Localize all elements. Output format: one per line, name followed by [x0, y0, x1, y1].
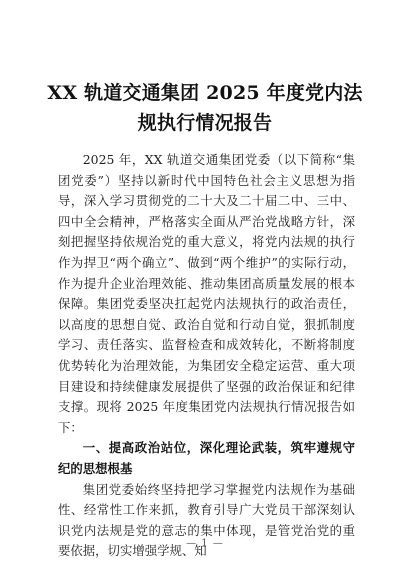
- intro-paragraph: 2025 年，XX 轨道交通集团党委（以下简称“集团党委”）坚持以新时代中国特色社会主义思想为指导，深入学习贯彻党的二十大及二十届二中、三中、四中全会精神，严格落实全面从严治党战略方针，深刻把握坚持依规治党的重大意义，将党内法规的执行作为捍卫“两个确立”、做到“两个维护”的实际行动，作为提升企业治理效能、推动集团高质量发展的根本保障。集团党委坚决扛起党内法规执行的政治责任，以高度的思想自觉、政治自觉和行动自觉，狠抓制度学习、责任落实、监督检查和成效转化，不断将制度优势转化为治理效能，为集团安全稳定运营、重大项目建设和持续健康发展提供了坚强的政治保证和纪律支撑。现将 2025 年度集团党内法规执行情况报告如下：: [58, 152, 355, 435]
- document-body: [58, 150, 355, 562]
- section-paragraph: 集团党委始终坚持把学习掌握党内法规作为基础性、经常性工作来抓，教育引导广大党员干部深刻认识党内法规是党的意志的集中体现，是管党治党的重要依据，切实增强学规、知: [58, 481, 355, 559]
- page-number: — 1 —: [186, 538, 224, 549]
- section-heading: 一、提高政治站位，深化理论武装，筑牢遵规守纪的思想根基: [58, 440, 355, 476]
- document-title: XX 轨道交通集团 2025 年度党内法规执行情况报告: [47, 82, 363, 134]
